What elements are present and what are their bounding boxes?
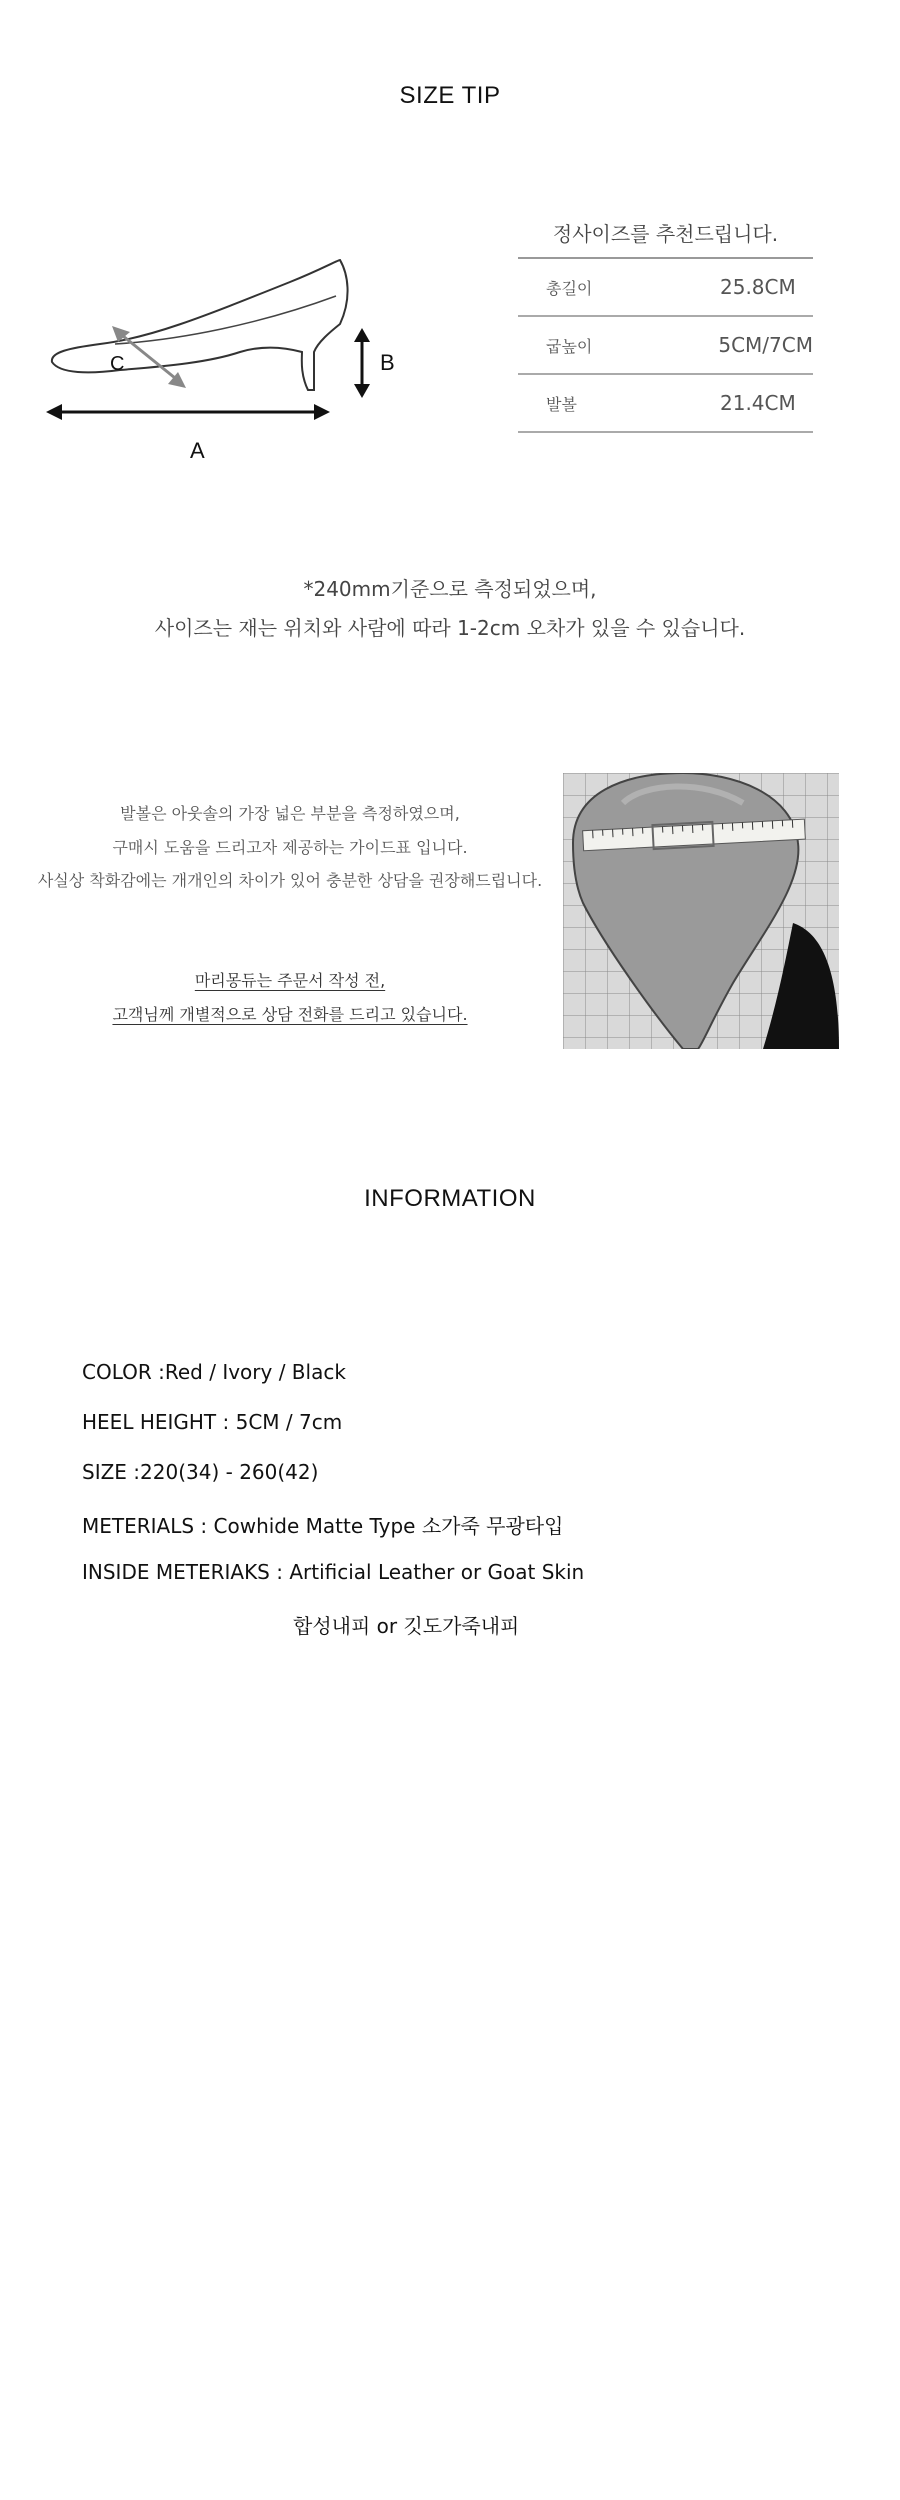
shoe-topline (115, 296, 336, 344)
size-row-width (518, 375, 813, 433)
size-table (518, 218, 813, 433)
ball-width-note-line: 구매시 도움을 드리고자 제공하는 가이드표 입니다. (112, 838, 468, 857)
size-row-label: 총길이 (546, 278, 593, 298)
consult-note-text: 고객님께 개별적으로 상담 전화를 드리고 있습니다. (112, 1005, 468, 1024)
size-tip-title: SIZE TIP (399, 82, 501, 109)
label-a: A (190, 438, 205, 463)
size-row-value: 5CM/7CM (718, 333, 813, 357)
size-row-label: 굽높이 (546, 336, 593, 356)
size-row-heel (518, 317, 813, 375)
info-size: SIZE :220(34) - 260(42) (82, 1460, 319, 1484)
info-heel-height: HEEL HEIGHT : 5CM / 7cm (82, 1410, 343, 1434)
information-title: INFORMATION (364, 1185, 536, 1212)
consult-note-line2 (20, 998, 560, 1032)
size-row-value: 25.8CM (720, 275, 796, 299)
size-row-label: 발볼 (546, 394, 577, 414)
ball-width-measurement-photo (563, 773, 839, 1049)
measurement-note-line1: *240mm기준으로 측정되었으며, (303, 577, 597, 601)
shoe-outline (52, 260, 348, 390)
size-row-length (518, 259, 813, 317)
info-materials: METERIALS : Cowhide Matte Type 소가죽 무광타입 (82, 1514, 564, 1538)
ball-width-note-line: 발볼은 아웃솔의 가장 넓은 부분을 측정하였으며, (120, 804, 460, 823)
measurement-note-line2: 사이즈는 재는 위치와 사람에 따라 1-2cm 오차가 있을 수 있습니다. (154, 616, 746, 640)
shoe-measurement-diagram (40, 240, 420, 480)
ball-width-note-line: 사실상 착화감에는 개개인의 차이가 있어 충분한 상담을 권장해드립니다. (37, 871, 543, 890)
label-b: B (380, 350, 395, 375)
consult-note-text: 마리몽듀는 주문서 작성 전, (194, 971, 386, 990)
info-color: COLOR :Red / Ivory / Black (82, 1360, 346, 1384)
info-inside-materials: INSIDE METERIAKS : Artificial Leather or Goat Skin (82, 1560, 585, 1584)
size-row-value: 21.4CM (720, 391, 796, 415)
consult-note-line1 (20, 964, 560, 998)
size-table-caption: 정사이즈를 추천드립니다. (518, 218, 813, 259)
c-arrow (118, 332, 180, 382)
label-c: C (110, 353, 125, 375)
info-inside-materials-kr: 합성내피 or 깃도가죽내피 (293, 1614, 520, 1638)
